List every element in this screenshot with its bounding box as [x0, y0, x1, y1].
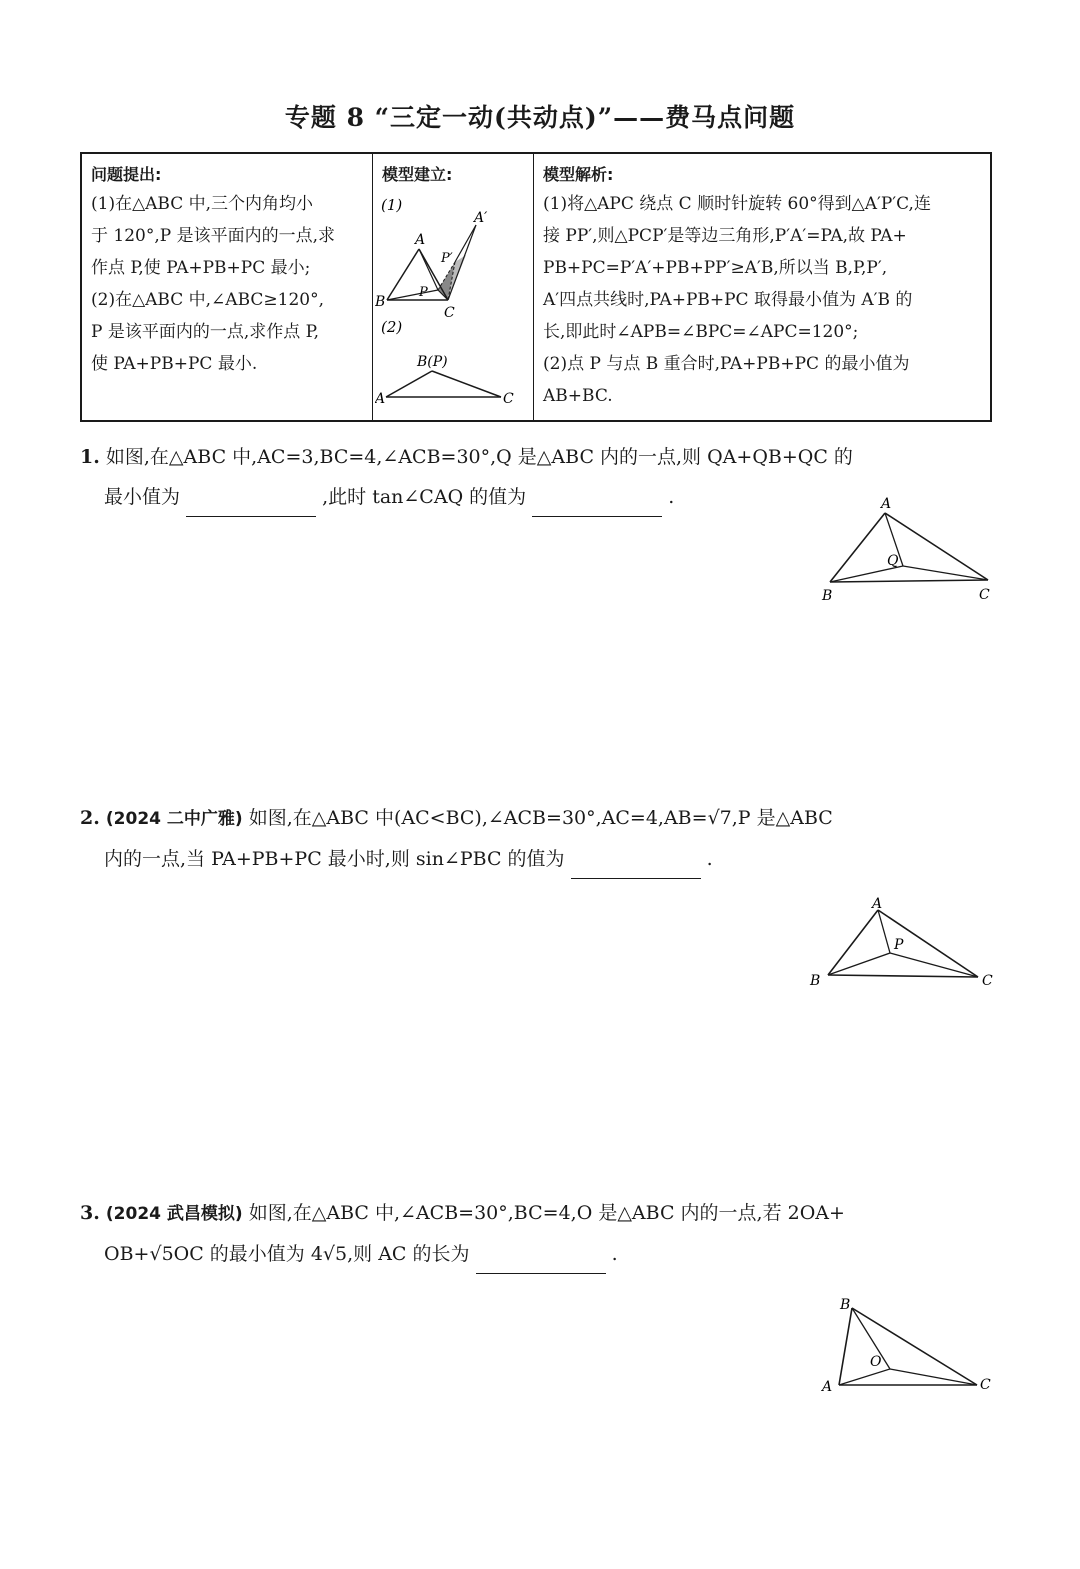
question-1-figure [815, 495, 995, 610]
segment-bp [387, 290, 438, 300]
problem-text [91, 188, 363, 380]
answer-blank[interactable] [186, 488, 316, 517]
question-number: 2. [80, 807, 100, 829]
question-source: (2024 武昌模拟) [105, 1204, 243, 1224]
point-q: Q [887, 553, 899, 569]
point-c: C [979, 587, 990, 603]
point-b: B [810, 973, 821, 989]
problem-line: (2)在△ABC 中,∠ABC≥120°, [91, 290, 324, 310]
problem-line: 于 120°,P 是该平面内的一点,求 [91, 226, 336, 246]
problem-line: (1)在△ABC 中,三个内角均小 [91, 194, 314, 214]
segment-ac [878, 910, 978, 977]
analysis-line: (2)点 P 与点 B 重合时,PA+PB+PC 的最小值为 [543, 354, 910, 374]
answer-blank[interactable] [571, 850, 701, 879]
point-b: B [822, 588, 833, 604]
segment-pc [890, 953, 978, 977]
problem-header: 问题提出: [91, 165, 162, 184]
point-a: A [375, 391, 386, 407]
question-text: 内的一点,当 PA+PB+PC 最小时,则 sin∠PBC 的值为 [104, 848, 565, 870]
segment-ab [828, 910, 878, 975]
question-text: . [611, 1243, 618, 1265]
point-a: A [872, 896, 883, 912]
point-b-p: B(P) [417, 354, 448, 370]
question-3 [80, 1193, 845, 1274]
fig1-label: (1) [381, 196, 403, 214]
point-p: P [894, 937, 904, 953]
segment-ab [387, 249, 419, 300]
segment-qc [903, 566, 988, 580]
problem-line: 作点 P,使 PA+PB+PC 最小; [91, 258, 311, 278]
segment-oa [839, 1369, 890, 1385]
point-p-prime: P′ [441, 251, 453, 266]
analysis-column [534, 153, 992, 421]
question-source: (2024 二中广雅) [105, 809, 243, 829]
analysis-line: 接 PP′,则△PCP′是等边三角形,P′A′=PA,故 PA+ [543, 226, 907, 246]
question-text: 如图,在△ABC 中(AC<BC),∠ACB=30°,AC=4,AB=√7,P 是△ABC [248, 807, 833, 829]
question-text: . [668, 486, 675, 508]
problem-column [81, 153, 373, 421]
point-c: C [982, 973, 993, 989]
point-a-prime: A′ [474, 210, 488, 226]
question-2-figure [800, 890, 1000, 995]
question-text: 如图,在△ABC 中,AC=3,BC=4,∠ACB=30°,Q 是△ABC 内的一点,则 QA+QB+QC 的 [105, 446, 853, 468]
analysis-line: 长,即此时∠APB=∠BPC=∠APC=120°; [543, 322, 859, 342]
question-3-figure [815, 1292, 1000, 1402]
question-2 [80, 798, 833, 879]
segment-bc [830, 580, 988, 582]
point-b: B [375, 294, 386, 310]
point-a: A [415, 232, 426, 248]
segment-ap [419, 249, 438, 290]
point-c: C [980, 1377, 991, 1393]
fermat-model-table [80, 152, 992, 422]
answer-blank[interactable] [532, 488, 662, 517]
point-p: P [419, 285, 428, 300]
analysis-line: AB+BC. [543, 386, 613, 406]
question-text: . [706, 848, 713, 870]
question-number: 1. [80, 446, 100, 468]
analysis-line: A′四点共线时,PA+PB+PC 取得最小值为 A′B 的 [543, 290, 913, 310]
question-text: ,此时 tan∠CAQ 的值为 [322, 486, 527, 508]
analysis-line: (1)将△APC 绕点 C 顺时针旋转 60°得到△A′P′C,连 [543, 194, 931, 214]
point-c: C [444, 305, 455, 321]
analysis-text [543, 188, 981, 412]
point-a: A [822, 1379, 833, 1395]
segment-ab [839, 1308, 852, 1385]
answer-blank[interactable] [476, 1245, 606, 1274]
point-a: A [881, 496, 892, 512]
page-title: 专题 8 “三定一动(共动点)”——费马点问题 [284, 103, 796, 132]
model-header: 模型建立: [382, 165, 453, 184]
analysis-line: PB+PC=P′A′+PB+PP′≥A′B,所以当 B,P,P′, [543, 258, 888, 278]
question-text: 最小值为 [104, 486, 181, 508]
segment-ab [386, 371, 432, 397]
problem-line: 使 PA+PB+PC 最小. [91, 354, 258, 374]
question-1 [80, 437, 853, 517]
segment-bc [828, 975, 978, 977]
segment-p2a2 [455, 225, 476, 262]
question-text: OB+√5OC 的最小值为 4√5,则 AC 的长为 [104, 1243, 470, 1265]
segment-bc [432, 371, 501, 397]
segment-ac [885, 513, 988, 580]
problem-line: P 是该平面内的一点,求作点 P, [91, 322, 320, 342]
question-text: 如图,在△ABC 中,∠ACB=30°,BC=4,O 是△ABC 内的一点,若 2OA+ [248, 1202, 845, 1224]
fig2-label: (2) [381, 318, 403, 336]
model-diagrams [375, 190, 515, 410]
question-number: 3. [80, 1202, 100, 1224]
analysis-header: 模型解析: [543, 165, 614, 184]
point-c: C [503, 391, 514, 407]
point-o: O [870, 1354, 882, 1370]
point-b: B [840, 1297, 851, 1313]
model-column [373, 153, 534, 421]
